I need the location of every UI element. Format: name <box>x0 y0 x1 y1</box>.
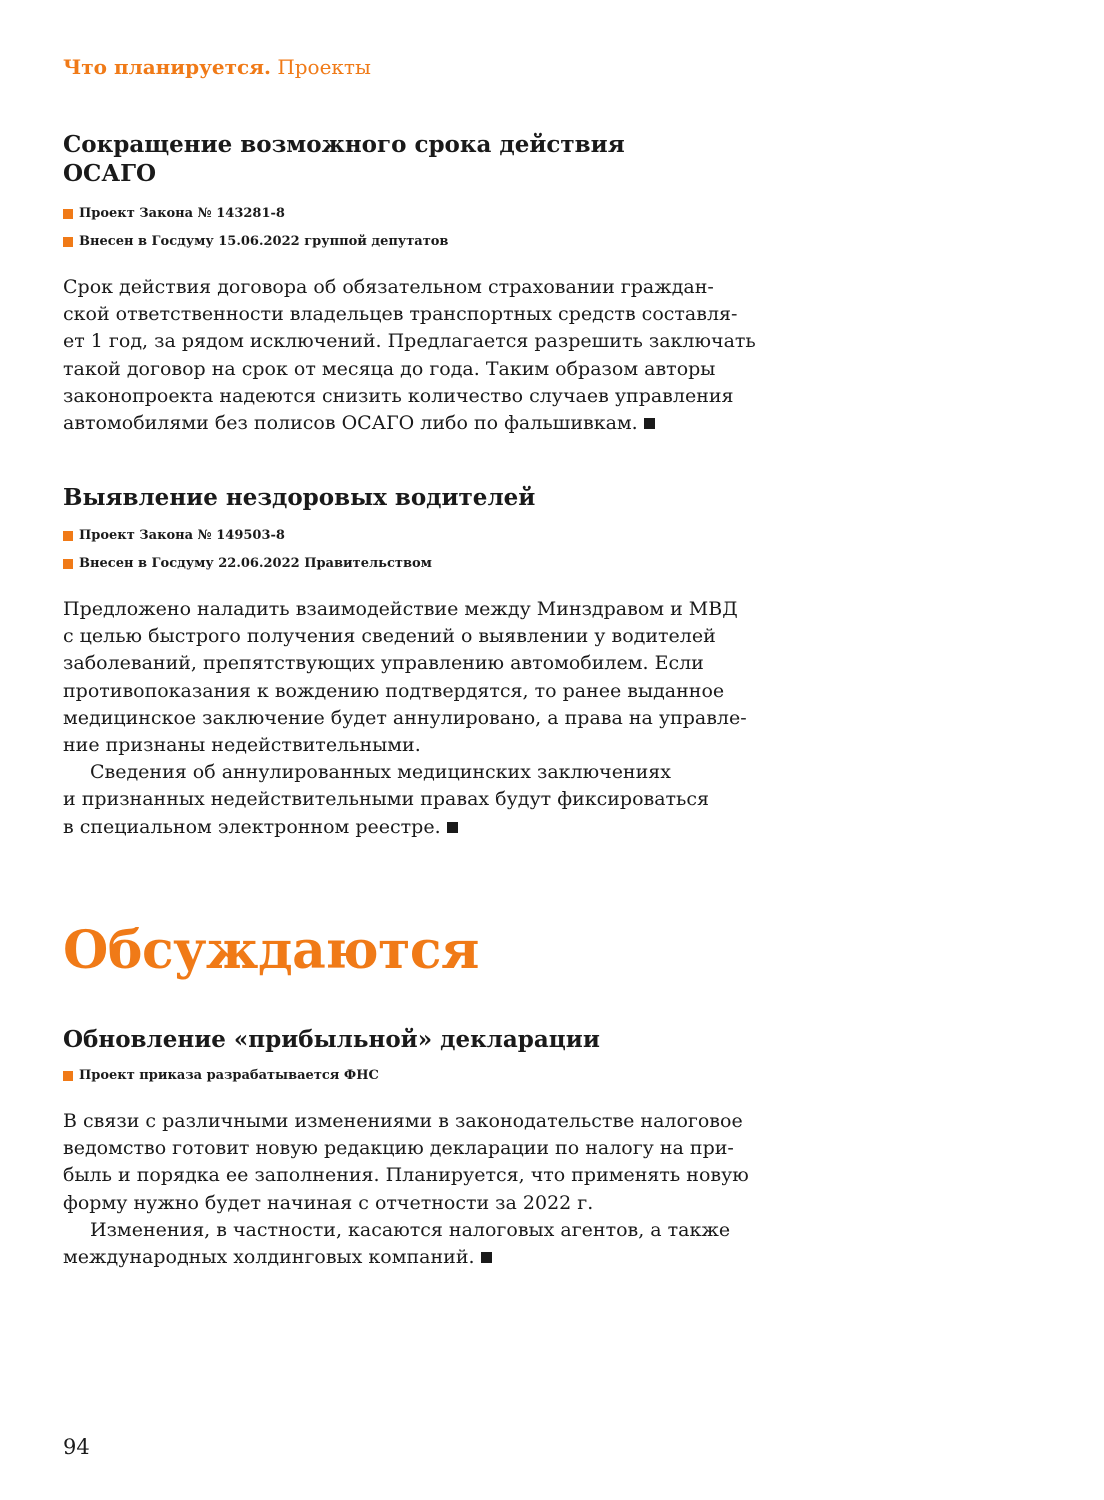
meta-text: Проект Закона № 149503-8 <box>79 528 285 543</box>
end-mark-icon <box>447 822 458 833</box>
article-paragraph <box>63 759 763 841</box>
article-paragraph: Предложено наладить взаимодействие между Минздравом и МВД с целью быстрого получения сведений о выявлении у водителей заболеваний, препятствующих управлению автомобилем. Если противопоказания к вождению подтвердятся, то ранее выданное медицинское заключение будет аннулировано, а права на управле- ние признаны недействительными. <box>63 598 747 757</box>
article-paragraph <box>63 1217 763 1271</box>
article-title: Сокращение возможного срока действия ОСАГО <box>63 131 625 187</box>
square-bullet-icon <box>63 559 73 569</box>
meta-item <box>63 522 763 550</box>
article-unhealthy-drivers <box>63 483 763 841</box>
article-paragraph <box>63 274 763 437</box>
running-head-subsection: Проекты <box>277 55 371 79</box>
article-title: Обновление «прибыльной» декларации <box>63 1026 600 1053</box>
paragraph-text: Срок действия договора об обязательном страховании граждан- ской ответственности владельцев транспортных средств составля- ет 1 год, за рядом исключений. Предлагается разрешить заключать такой договор на срок от месяца до года. Таким образом авторы законопроекта надеются снизить количество случаев управления автомобилями без полисов ОСАГО либо по фальшивкам. <box>63 276 756 435</box>
article-meta <box>63 522 763 578</box>
paragraph-text: Изменения, в частности, касаются налоговых агентов, а также международных холдинговых компаний. <box>63 1218 731 1269</box>
square-bullet-icon <box>63 1071 73 1081</box>
meta-text: Проект приказа разрабатывается ФНС <box>79 1068 379 1083</box>
square-bullet-icon <box>63 209 73 219</box>
meta-item <box>63 550 763 578</box>
end-mark-icon <box>481 1252 492 1263</box>
article-profit-declaration <box>63 1025 763 1271</box>
meta-text: Внесен в Госдуму 15.06.2022 группой депутатов <box>79 234 449 249</box>
paragraph-text: Сведения об аннулированных медицинских заключениях и признанных недействительными правах будут фиксироваться в специальном электронном реестре. <box>63 761 710 838</box>
square-bullet-icon <box>63 237 73 247</box>
article-meta <box>63 1062 763 1090</box>
meta-text: Внесен в Госдуму 22.06.2022 Правительством <box>79 556 432 571</box>
article-osago <box>63 130 763 437</box>
end-mark-icon <box>644 418 655 429</box>
meta-item <box>63 228 763 256</box>
meta-item <box>63 200 763 228</box>
running-head-section: Что планируется. <box>63 55 271 79</box>
running-head <box>63 55 371 79</box>
page-number: 94 <box>63 1435 90 1459</box>
meta-text: Проект Закона № 143281-8 <box>79 206 285 221</box>
article-paragraph: В связи с различными изменениями в законодательстве налоговое ведомство готовит новую редакцию декларации по налогу на при- быль и порядка ее заполнения. Планируется, что применять новую форму нужно будет начиная с отчетности за 2022 г. <box>63 1110 749 1214</box>
article-meta <box>63 200 763 256</box>
section-heading: Обсуждаются <box>63 920 479 981</box>
article-title: Выявление нездоровых водителей <box>63 484 536 511</box>
meta-item <box>63 1062 763 1090</box>
square-bullet-icon <box>63 531 73 541</box>
